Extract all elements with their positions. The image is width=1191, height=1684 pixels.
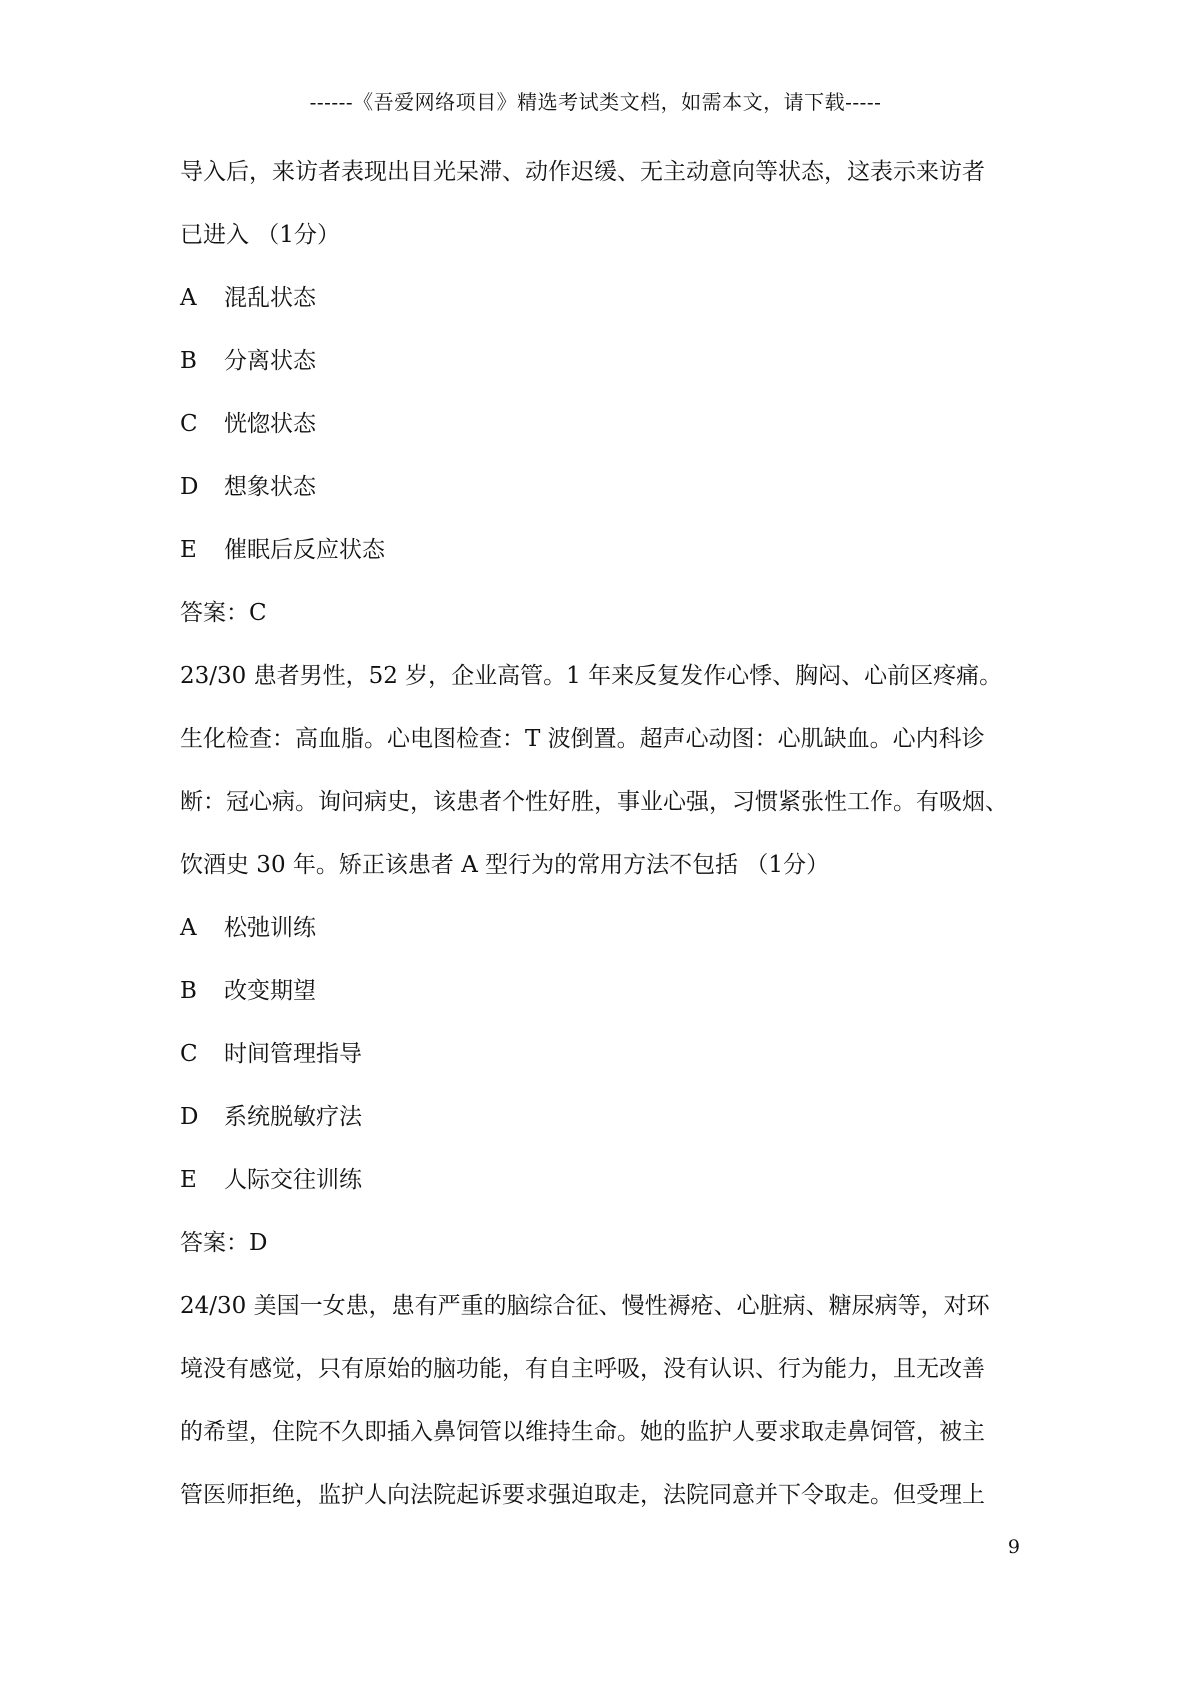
option-text: 分离状态	[224, 348, 316, 374]
answer-line: 答案：C	[180, 600, 267, 626]
option-letter: B	[180, 348, 197, 374]
option-d	[180, 465, 1020, 528]
option-a	[180, 276, 1020, 339]
option-text: 时间管理指导	[224, 1041, 362, 1067]
option-letter: D	[180, 474, 199, 500]
question-stem-line: 管医师拒绝，监护人向法院起诉要求强迫取走，法院同意并下令取走。但受理上	[180, 1482, 985, 1508]
question-stem-line: 境没有感觉，只有原始的脑功能，有自主呼吸，没有认识、行为能力，且无改善	[180, 1356, 985, 1382]
option-d	[180, 1095, 1020, 1158]
question-stem-line: 24/30 美国一女患，患有严重的脑综合征、慢性褥疮、心脏病、糖尿病等，对环	[180, 1293, 990, 1319]
option-text: 想象状态	[224, 474, 316, 500]
option-text: 松弛训练	[224, 915, 316, 941]
question-stem-line: 已进入 （1分）	[180, 222, 340, 248]
option-letter: E	[180, 537, 197, 563]
option-e	[180, 1158, 1020, 1221]
option-text: 人际交往训练	[224, 1167, 362, 1193]
question-stem-line: 23/30 患者男性，52 岁，企业高管。1 年来反复发作心悸、胸闷、心前区疼痛。	[180, 663, 1003, 689]
option-a	[180, 906, 1020, 969]
page-number: 9	[1007, 1536, 1020, 1558]
answer-line: 答案：D	[180, 1230, 268, 1256]
question-stem-line: 的希望，住院不久即插入鼻饲管以维持生命。她的监护人要求取走鼻饲管，被主	[180, 1419, 985, 1445]
option-letter: C	[180, 1041, 198, 1067]
option-letter: D	[180, 1104, 199, 1130]
option-letter: A	[180, 915, 197, 941]
option-letter: A	[180, 285, 197, 311]
page-content	[180, 150, 1020, 1536]
option-b	[180, 969, 1020, 1032]
question-stem-line: 生化检查：高血脂。心电图检查：T 波倒置。超声心动图：心肌缺血。心内科诊	[180, 726, 985, 752]
option-text: 恍惚状态	[224, 411, 316, 437]
option-letter: B	[180, 978, 197, 1004]
page-header: ------《吾爱网络项目》精选考试类文档，如需本文，请下载-----	[309, 90, 882, 114]
option-text: 催眠后反应状态	[224, 537, 385, 563]
option-c	[180, 1032, 1020, 1095]
option-text: 混乱状态	[224, 285, 316, 311]
option-e	[180, 528, 1020, 591]
question-stem-line: 饮酒史 30 年。矫正该患者 A 型行为的常用方法不包括 （1分）	[180, 852, 830, 878]
option-b	[180, 339, 1020, 402]
question-stem-line: 断：冠心病。询问病史，该患者个性好胜，事业心强，习惯紧张性工作。有吸烟、	[180, 789, 1008, 815]
option-letter: C	[180, 411, 198, 437]
option-letter: E	[180, 1167, 197, 1193]
option-text: 改变期望	[224, 978, 316, 1004]
question-stem-line: 导入后，来访者表现出目光呆滞、动作迟缓、无主动意向等状态，这表示来访者	[180, 159, 985, 185]
option-text: 系统脱敏疗法	[224, 1104, 362, 1130]
option-c	[180, 402, 1020, 465]
